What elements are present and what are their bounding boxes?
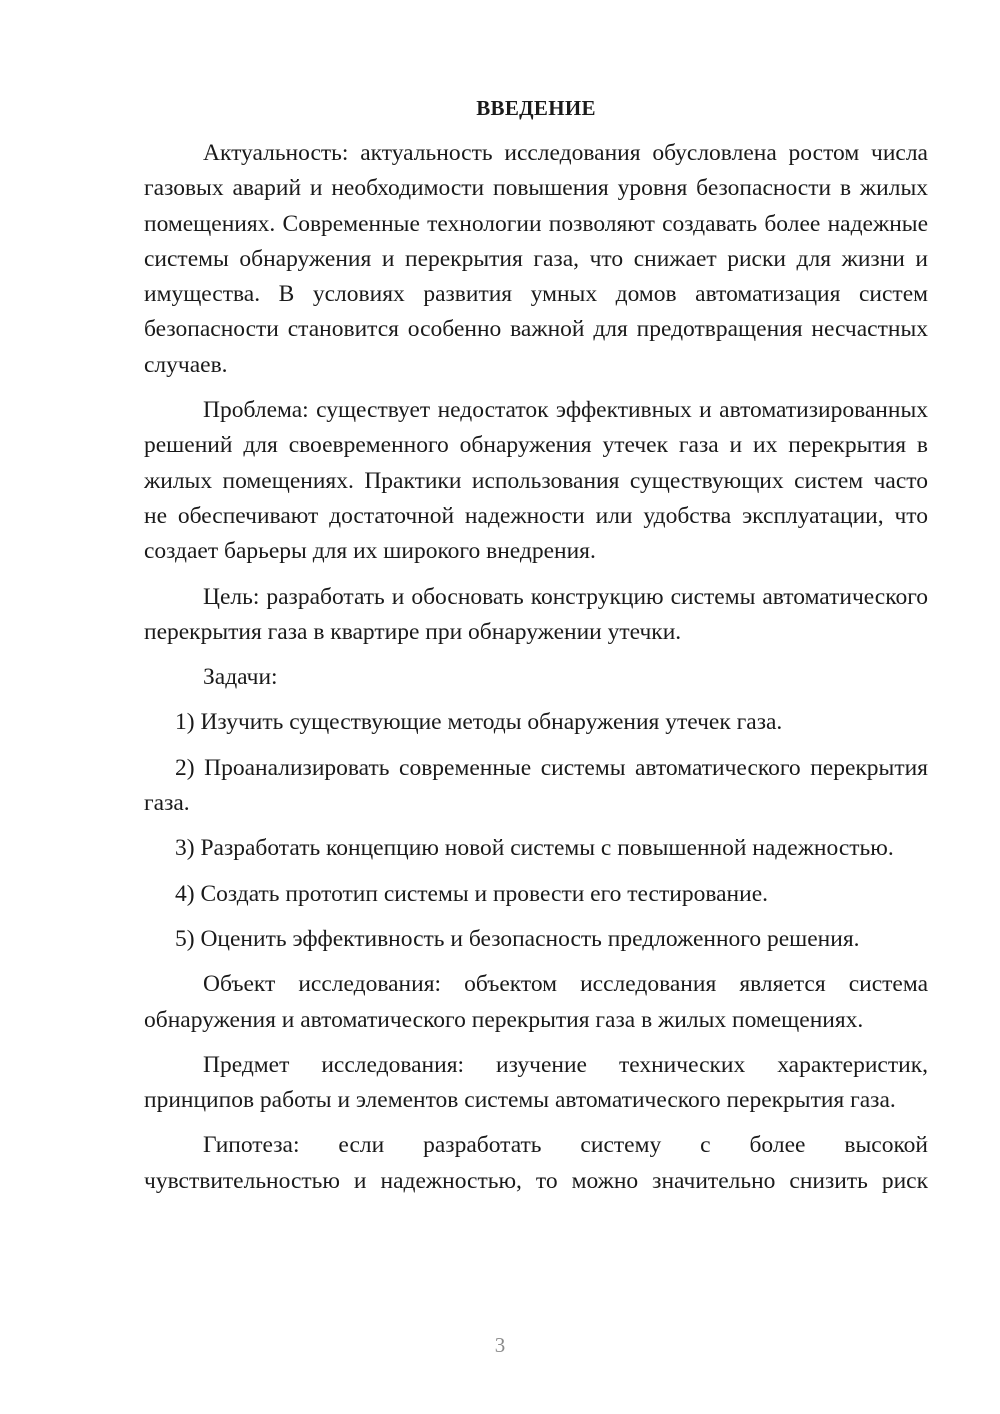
paragraph-subject: Предмет исследования: изучение технических характеристик, принципов работы и элементов системы автоматического перекрытия газа. — [144, 1051, 928, 1114]
task-item-5: 5) Оценить эффективность и безопасность предложенного решения. — [175, 925, 860, 952]
task-item-4: 4) Создать прототип системы и провести его тестирование. — [175, 880, 769, 907]
page-number: 3 — [494, 1333, 506, 1357]
task-item-1: 1) Изучить существующие методы обнаружения утечек газа. — [175, 709, 783, 736]
paragraph-relevance: Актуальность: актуальность исследования обусловлена ростом числа газовых аварий и необходимости повышения уровня безопасности в жилых помещениях. Современные технологии позволяют создавать более надежные системы обнаружения и перекрытия газа, что снижает риски для жизни и имущества. В условиях развития умных домов автоматизация систем безопасности становится особенно важной для предотвращения несчастных случаев. — [144, 140, 928, 378]
tasks-heading: Задачи: — [203, 664, 278, 691]
task-item-3: 3) Разработать концепцию новой системы с повышенной надежностью. — [175, 835, 894, 862]
paragraph-goal: Цель: разработать и обосновать конструкцию системы автоматического перекрытия газа в квартире при обнаружении утечки. — [144, 583, 928, 645]
paragraph-hypothesis: Гипотеза: если разработать систему с более высокой чувствительностью и надежностью, то можно значительно снизить риск — [144, 1132, 928, 1194]
section-title: ВВЕДЕНИЕ — [476, 96, 596, 120]
paragraph-problem: Проблема: существует недостаток эффективных и автоматизированных решений для своевременного обнаружения утечек газа и их перекрытия в жилых помещениях. Практики использования существующих систем часто не обеспечивают достаточной надежности или удобства эксплуатации, что создает барьеры для их широкого внедрения. — [144, 397, 928, 565]
paragraph-object: Объект исследования: объектом исследования является система обнаружения и автоматического перекрытия газа в жилых помещениях. — [144, 971, 928, 1033]
task-item-2: 2) Проанализировать современные системы автоматического перекрытия газа. — [144, 754, 928, 817]
page-content — [144, 91, 928, 1209]
